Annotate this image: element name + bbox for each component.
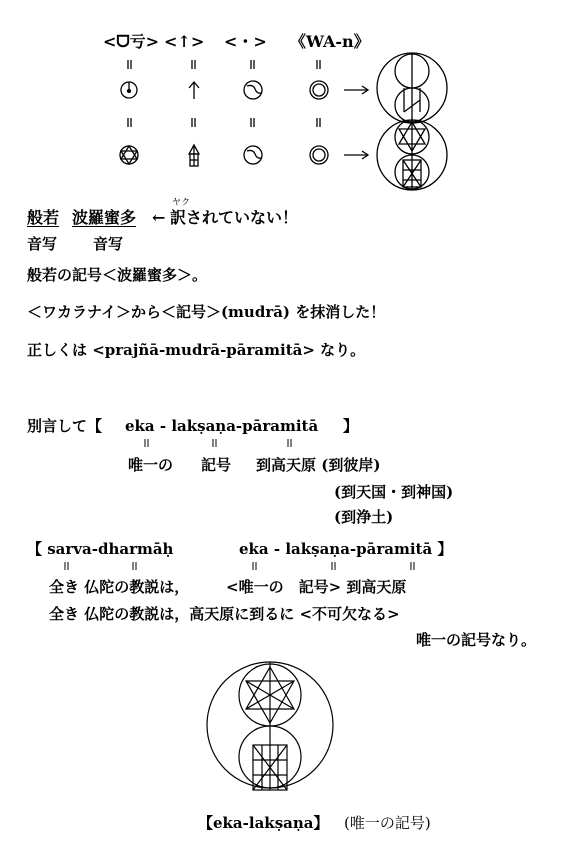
buddha-teaching-2: 全き 仏陀の教説は，高天原に到るに <不可欠なる> [49,605,400,623]
symbol-label-2: <↑> [164,32,205,51]
line-correct: 正しくは <prajñā-mudrā-pāramitā> なり。 [27,341,366,359]
arrow-left: ← [152,208,166,227]
bracket-close: 】 [343,417,359,435]
gloss-kigou: 記号 [201,456,232,474]
gloss-takamagahara: 到高天原 (到彼岸) [256,456,381,474]
onsha-left: 音写 [27,235,58,253]
symbol-label-1: <ᗜ亏> [103,32,160,51]
unique-sign-gloss: <唯一の 記号> 到高天原 [226,578,407,596]
not-translated-text: 訳されていない！ [170,208,299,227]
gloss-tengoku: (到天国・到神国) [334,483,454,501]
gloss-jodo: (到浄土) [334,508,394,526]
caption-gloss: (唯一の記号) [344,814,431,832]
betsugen-intro: 別言して【 [27,417,103,435]
onsha-right: 音写 [93,235,124,253]
unique-sign-conclusion: 唯一の記号なり。 [416,631,537,649]
yaku-ruby: ヤク [172,198,191,208]
eka-laksana-paramita-term: eka - lakṣaṇa-pāramitā [125,417,319,435]
symbol-label-4: 《WA-n》 [290,32,370,51]
eka-laksana-paramita-term-2: eka - lakṣaṇa-pāramitā 】 [239,540,453,558]
sarva-dharmah-term: 【 sarva-dharmāḥ [27,540,174,558]
caption-term: 【eka-lakṣaṇa】 [198,814,329,832]
symbol-label-3: <・> [224,32,267,51]
line-wakaranai: ＜ワカラナイ＞から＜記号＞(mudrā) を抹消した！ [27,303,386,321]
gloss-yuiitsu: 唯一の [128,456,174,474]
buddha-teaching-1: 全き 仏陀の教説は， [49,578,190,596]
hannya-term: 般若 [27,208,60,227]
line-hannya-kigou: 般若の記号＜波羅蜜多＞。 [27,266,208,284]
haramitta-term: 波羅蜜多 [72,208,137,227]
